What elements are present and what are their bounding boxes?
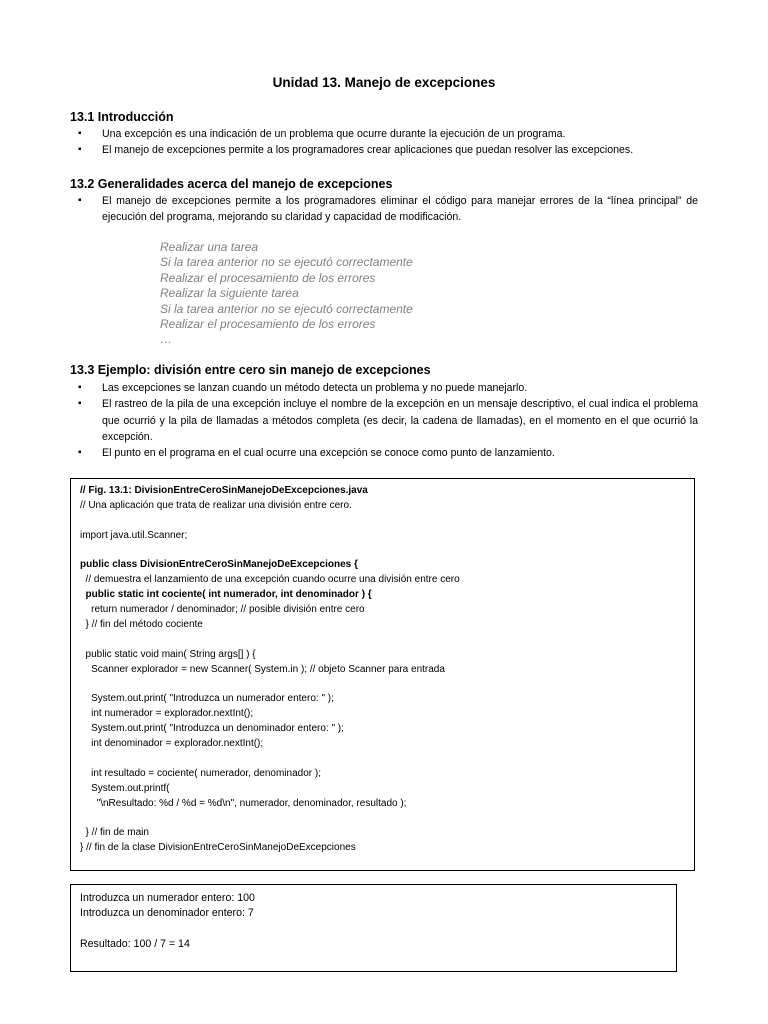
code-line xyxy=(80,752,460,767)
code-line: // Una aplicación que trata de realizar una división entre cero. xyxy=(80,499,352,511)
bullet-item: ▪ El manejo de excepciones permite a los programadores eliminar el código para manejar errores de la “línea principal” de ejecución del programa, mejorando su claridad y capacidad de modificación. xyxy=(70,193,698,226)
section-heading-intro: 13.1 Introducción xyxy=(70,110,174,124)
pseudocode-line: Realizar el procesamiento de los errores xyxy=(160,270,376,285)
code-line xyxy=(80,544,460,559)
pseudocode-line: … xyxy=(160,332,172,347)
code-line: public static void main( String args[] ) { xyxy=(80,648,256,660)
code-listing-box xyxy=(70,478,695,871)
code-line: Scanner explorador = new Scanner( System.in ); // objeto Scanner para entrada xyxy=(80,663,445,675)
output-line: Introduzca un numerador entero: 100 xyxy=(80,892,255,904)
bullet-list-overview xyxy=(70,193,698,226)
output-line: Resultado: 100 / 7 = 14 xyxy=(80,938,190,951)
code-line xyxy=(80,514,460,529)
code-line: import java.util.Scanner; xyxy=(80,529,188,541)
code-line: } // fin del método cociente xyxy=(80,619,203,631)
bullet-item: ▪ El rastreo de la pila de una excepción incluye el nombre de la excepción en un mensaje descriptivo, el cual indica el problema que ocurrió y la pila de llamadas a métodos completa (es decir, la cadena de llamadas), en el momento en el que ocurrió la excepción. xyxy=(70,396,698,445)
bullet-item: ▪ El punto en el programa en el cual ocurre una excepción se conoce como punto de lanzamiento. xyxy=(70,445,698,461)
program-output xyxy=(80,891,255,953)
code-line xyxy=(80,812,460,827)
code-line: public class DivisionEntreCeroSinManejoDeExcepciones { xyxy=(80,559,358,571)
code-line: public static int cociente( int numerador, int denominador ) { xyxy=(80,589,372,601)
bullet-list-example xyxy=(70,380,698,461)
pseudocode-block xyxy=(160,240,413,348)
code-line: int resultado = cociente( numerador, denominador ); xyxy=(80,767,321,779)
pseudocode-line: Realizar una tarea xyxy=(160,240,259,254)
pseudocode-line: Realizar el procesamiento de los errores xyxy=(160,317,376,332)
code-line xyxy=(80,678,460,693)
code-line: int numerador = explorador.nextInt(); xyxy=(80,708,254,720)
code-line: // demuestra el lanzamiento de una excepción cuando ocurre una división entre cero xyxy=(80,574,460,586)
pseudocode-line: Si la tarea anterior no se ejecutó correctamente xyxy=(160,255,413,270)
bullet-item: ▪ Las excepciones se lanzan cuando un método detecta un problema y no puede manejarlo. xyxy=(70,380,698,396)
code-line: System.out.print( "Introduzca un denominador entero: " ); xyxy=(80,723,344,735)
bullet-list-intro xyxy=(70,126,698,159)
code-line xyxy=(80,633,460,648)
pseudocode-line: Realizar la siguiente tarea xyxy=(160,286,299,301)
pseudocode-line: Si la tarea anterior no se ejecutó correctamente xyxy=(160,301,413,316)
bullet-item: ▪ Una excepción es una indicación de un problema que ocurre durante la ejecución de un programa. xyxy=(70,126,698,142)
code-line: // Fig. 13.1: DivisionEntreCeroSinManejoDeExcepciones.java xyxy=(80,485,368,496)
code-line: "\nResultado: %d / %d = %d\n", numerador, denominador, resultado ); xyxy=(80,797,407,809)
output-line xyxy=(80,922,255,937)
program-output-box xyxy=(70,884,677,972)
code-line: System.out.print( "Introduzca un numerador entero: " ); xyxy=(80,693,334,705)
section-heading-example: 13.3 Ejemplo: división entre cero sin manejo de excepciones xyxy=(70,363,431,377)
code-listing xyxy=(80,484,460,856)
code-line: return numerador / denominador; // posible división entre cero xyxy=(80,604,365,616)
code-line: int denominador = explorador.nextInt(); xyxy=(80,738,264,750)
code-line: System.out.printf( xyxy=(80,782,170,794)
output-line: Introduzca un denominador entero: 7 xyxy=(80,907,254,920)
code-line: } // fin de la clase DivisionEntreCeroSinManejoDeExcepciones xyxy=(80,842,356,854)
code-line: } // fin de main xyxy=(80,827,149,839)
section-heading-overview: 13.2 Generalidades acerca del manejo de excepciones xyxy=(70,177,393,191)
page-title: Unidad 13. Manejo de excepciones xyxy=(272,75,496,90)
bullet-item: ▪ El manejo de excepciones permite a los programadores crear aplicaciones que puedan resolver las excepciones. xyxy=(70,142,698,158)
